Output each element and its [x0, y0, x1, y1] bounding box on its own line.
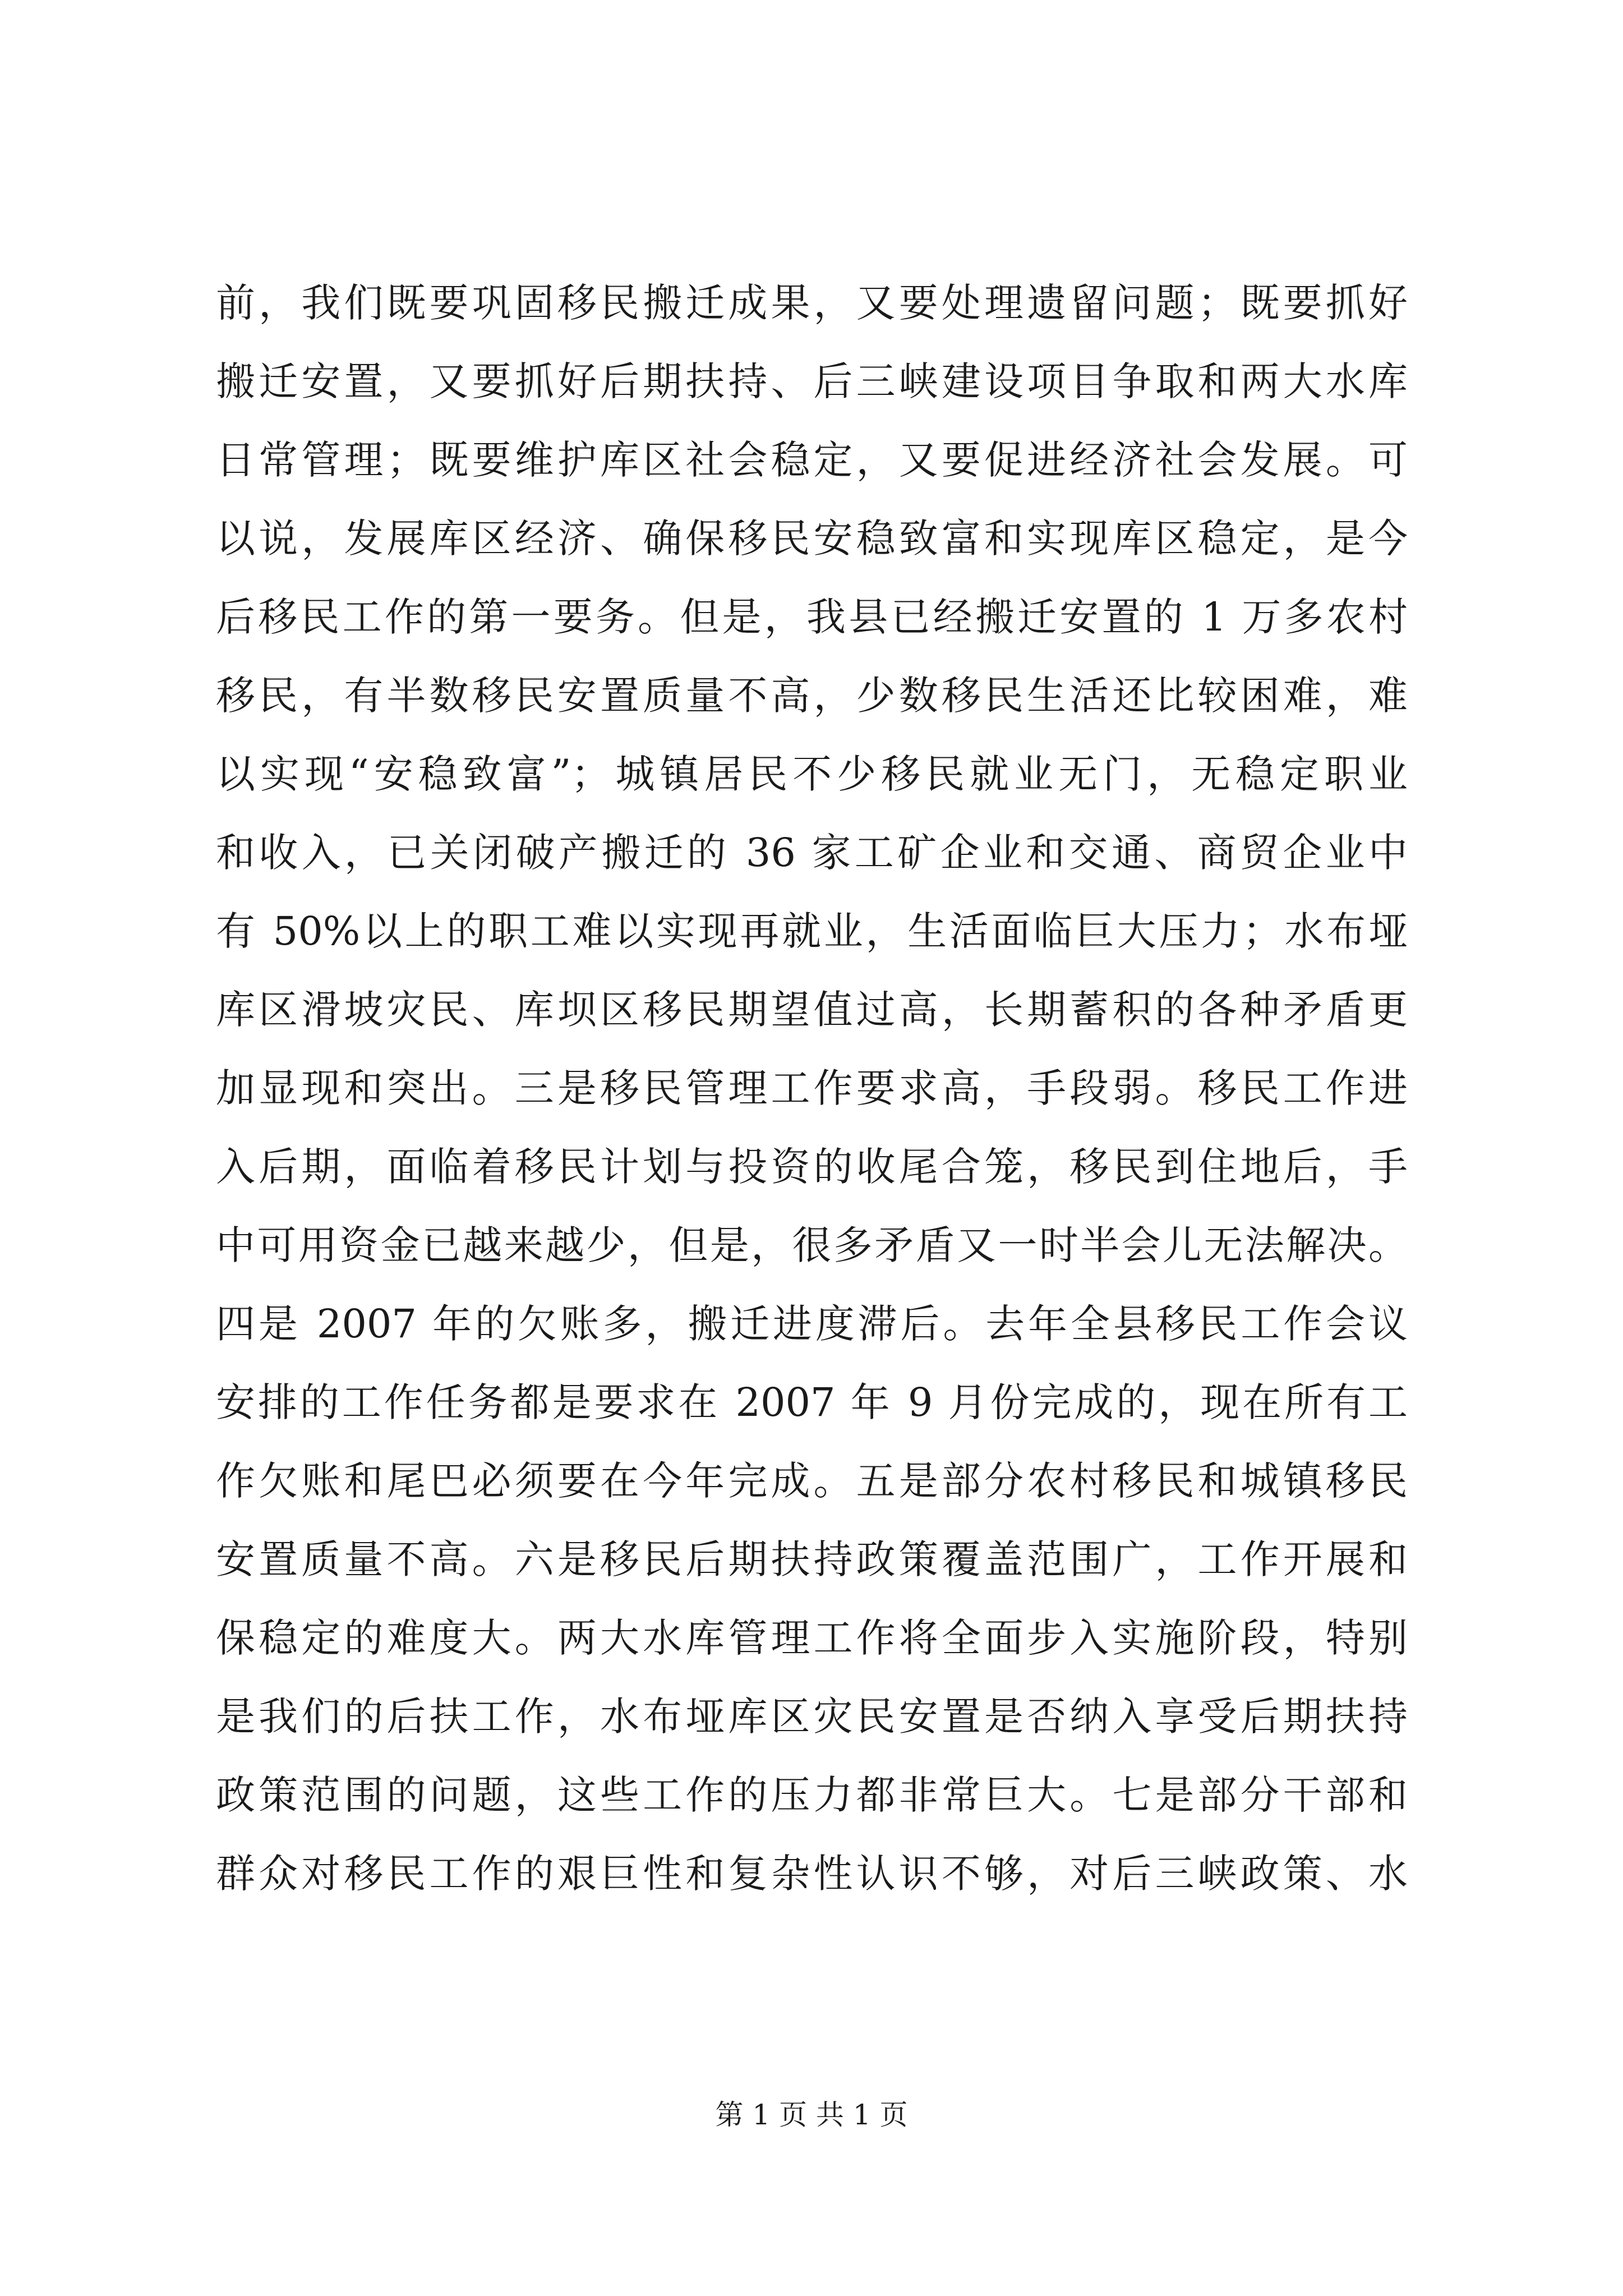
text-line: 前，我们既要巩固移民搬迁成果，又要处理遗留问题；既要抓好 [216, 280, 1408, 326]
text-line: 保稳定的难度大。两大水库管理工作将全面步入实施阶段，特别 [216, 1615, 1408, 1661]
text-line: 日常管理；既要维护库区社会稳定，又要促进经济社会发展。可 [216, 437, 1408, 483]
text-line: 中可用资金已越来越少，但是，很多矛盾又一时半会儿无法解决。 [216, 1222, 1408, 1268]
text-line: 入后期，面临着移民计划与投资的收尾合笼，移民到住地后，手 [216, 1144, 1408, 1190]
text-line: 政策范围的问题，这些工作的压力都非常巨大。七是部分干部和 [216, 1772, 1408, 1818]
text-line: 移民，有半数移民安置质量不高，少数移民生活还比较困难，难 [216, 673, 1408, 719]
body-text [216, 264, 1408, 1913]
text-line: 作欠账和尾巴必须要在今年完成。五是部分农村移民和城镇移民 [216, 1458, 1408, 1504]
text-line: 后移民工作的第一要务。但是，我县已经搬迁安置的 1 万多农村 [216, 594, 1408, 640]
page-footer [0, 2095, 1623, 2134]
text-line: 是我们的后扶工作，水布垭库区灾民安置是否纳入享受后期扶持 [216, 1694, 1408, 1740]
text-line: 以实现“安稳致富”；城镇居民不少移民就业无门，无稳定职业 [216, 751, 1408, 797]
text-line: 加显现和突出。三是移民管理工作要求高，手段弱。移民工作进 [216, 1065, 1408, 1111]
text-line: 和收入，已关闭破产搬迁的 36 家工矿企业和交通、商贸企业中 [216, 830, 1408, 876]
text-line: 群众对移民工作的艰巨性和复杂性认识不够，对后三峡政策、水 [216, 1851, 1408, 1897]
text-line: 库区滑坡灾民、库坝区移民期望值过高，长期蓄积的各种矛盾更 [216, 987, 1408, 1033]
text-line: 有 50%以上的职工难以实现再就业，生活面临巨大压力；水布垭 [216, 908, 1408, 954]
text-line: 四是 2007 年的欠账多，搬迁进度滞后。去年全县移民工作会议 [216, 1301, 1408, 1347]
text-line: 以说，发展库区经济、确保移民安稳致富和实现库区稳定，是今 [216, 516, 1408, 562]
text-line: 安置质量不高。六是移民后期扶持政策覆盖范围广，工作开展和 [216, 1536, 1408, 1582]
text-line: 搬迁安置，又要抓好后期扶持、后三峡建设项目争取和两大水库 [216, 358, 1408, 404]
page-number-label: 第 1 页 共 1 页 [715, 2099, 908, 2131]
text-line: 安排的工作任务都是要求在 2007 年 9 月份完成的，现在所有工 [216, 1379, 1408, 1425]
